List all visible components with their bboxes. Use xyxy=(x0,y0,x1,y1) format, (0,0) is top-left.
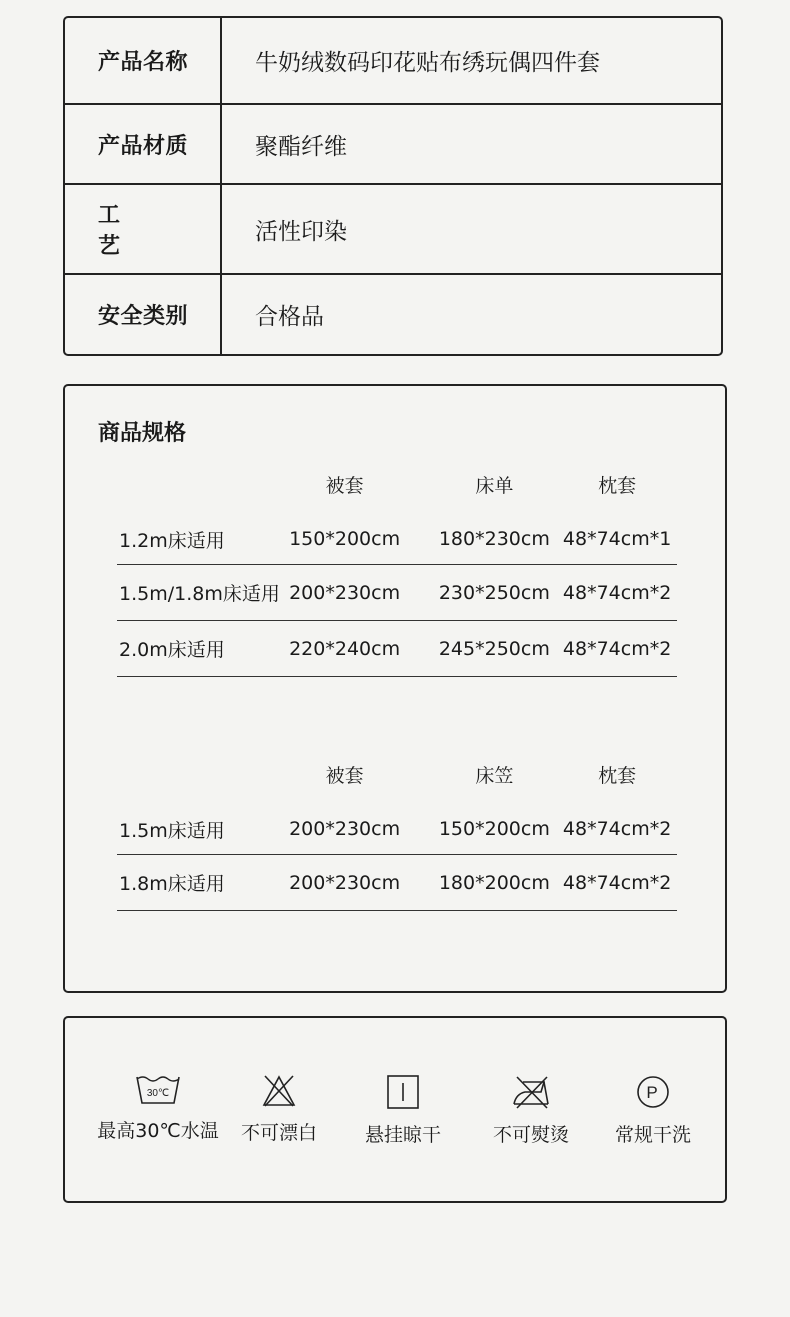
no-bleach-icon xyxy=(262,1074,296,1108)
info-value: 聚酯纤维 xyxy=(255,133,347,160)
care-label: 悬挂晾干 xyxy=(364,1124,441,1146)
table-cell: 245*250cm xyxy=(438,637,550,660)
spec-header-row xyxy=(117,466,677,502)
care-item-dry-clean xyxy=(591,1074,715,1147)
table-cell: 200*230cm xyxy=(289,581,401,604)
no-iron-icon xyxy=(511,1074,551,1110)
info-label: 产品材质 xyxy=(65,105,222,183)
info-label: 工艺 xyxy=(65,185,222,273)
table-row xyxy=(117,621,677,677)
spec-header-cell: 枕套 xyxy=(598,474,637,497)
table-cell: 48*74cm*1 xyxy=(562,528,672,550)
info-row-material xyxy=(65,105,721,185)
spec-table-2 xyxy=(117,756,677,911)
dry-clean-p-icon xyxy=(635,1074,671,1110)
care-label: 常规干洗 xyxy=(614,1124,691,1146)
spec-header-row xyxy=(117,756,677,792)
care-item-no-bleach xyxy=(217,1074,341,1145)
table-cell: 48*74cm*2 xyxy=(562,581,672,604)
table-cell: 48*74cm*2 xyxy=(562,818,672,840)
product-info-table xyxy=(63,16,723,356)
table-row xyxy=(117,792,677,855)
care-item-hang-dry xyxy=(341,1074,465,1147)
care-item-no-iron xyxy=(469,1074,593,1147)
info-row-safety xyxy=(65,275,721,354)
table-cell: 230*250cm xyxy=(438,581,550,604)
table-cell: 1.5m床适用 xyxy=(119,819,225,842)
care-instructions-box xyxy=(63,1016,727,1203)
table-cell: 2.0m床适用 xyxy=(119,639,225,661)
table-cell: 200*230cm xyxy=(289,818,401,840)
table-cell: 200*230cm xyxy=(289,871,401,894)
info-value: 牛奶绒数码印花贴布绣玩偶四件套 xyxy=(255,50,600,76)
wash-30-icon xyxy=(135,1074,181,1106)
table-cell: 1.8m床适用 xyxy=(119,873,225,895)
table-cell: 180*200cm xyxy=(438,871,550,894)
table-row xyxy=(117,855,677,911)
care-item-wash xyxy=(96,1074,220,1143)
table-cell: 1.2m床适用 xyxy=(119,529,225,552)
info-row-craft xyxy=(65,185,721,275)
table-cell: 150*200cm xyxy=(289,528,401,550)
table-cell: 220*240cm xyxy=(289,637,401,660)
spec-table-1 xyxy=(117,466,677,677)
table-row xyxy=(117,502,677,565)
spec-header-cell: 床单 xyxy=(475,474,514,497)
care-label: 不可熨烫 xyxy=(492,1124,569,1146)
info-row-name xyxy=(65,18,721,105)
table-cell: 48*74cm*2 xyxy=(562,871,672,894)
spec-header-cell: 被套 xyxy=(325,474,364,497)
spec-header-cell: 枕套 xyxy=(598,764,637,787)
wash-temp-text: 30℃ xyxy=(146,1088,170,1099)
care-label: 最高30℃水温 xyxy=(97,1120,219,1142)
info-value: 活性印染 xyxy=(255,218,347,245)
table-row xyxy=(117,565,677,621)
info-label: 安全类别 xyxy=(65,275,222,354)
table-cell: 1.5m/1.8m床适用 xyxy=(119,583,280,605)
dry-clean-letter: P xyxy=(646,1083,658,1102)
table-cell: 150*200cm xyxy=(438,818,550,840)
info-value: 合格品 xyxy=(255,304,324,330)
spec-box xyxy=(63,384,727,993)
table-cell: 180*230cm xyxy=(438,528,550,550)
info-label: 产品名称 xyxy=(65,18,222,103)
spec-title: 商品规格 xyxy=(98,421,187,446)
spec-header-cell: 被套 xyxy=(325,764,364,787)
table-cell: 48*74cm*2 xyxy=(562,637,672,660)
spec-header-cell: 床笠 xyxy=(475,764,514,787)
hang-dry-icon xyxy=(386,1074,420,1110)
care-label: 不可漂白 xyxy=(240,1122,317,1144)
